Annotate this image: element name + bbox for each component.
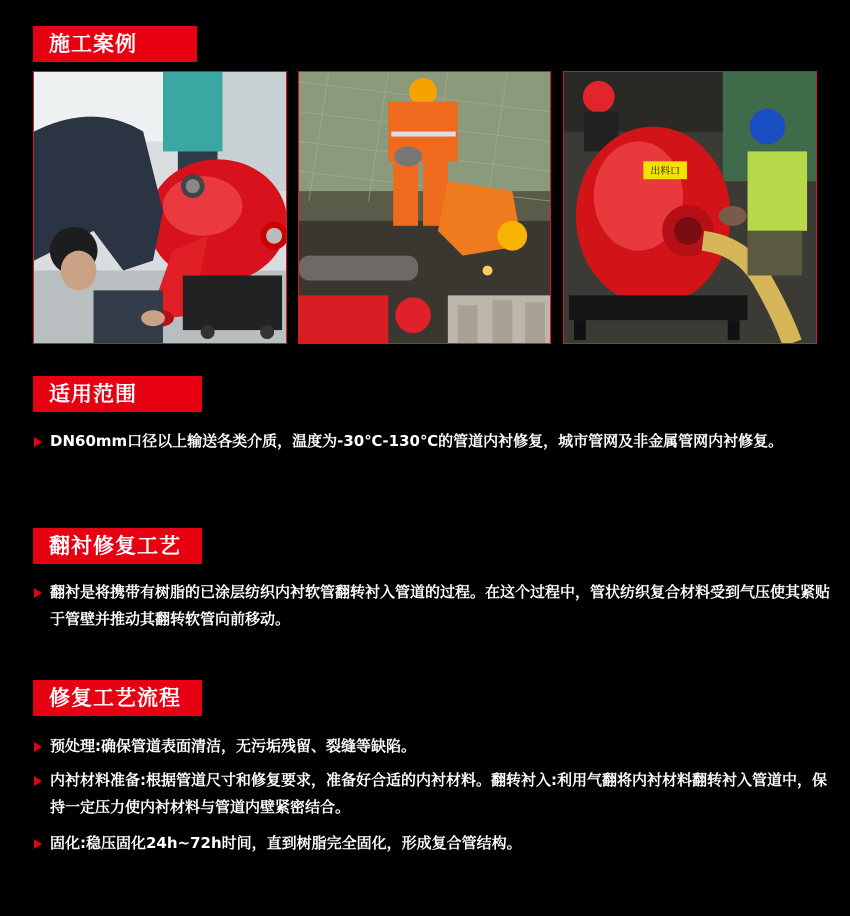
scope-item — [34, 428, 830, 455]
process-item-text: 翻衬是将携带有树脂的已涂层纺织内衬软管翻转衬入管道的过程。在这个过程中，管状纺织复合材料受到气压使其紧贴于管壁并推动其翻转软管向前移动。 — [50, 583, 831, 628]
flow-item-text: 固化:稳压固化24h~72h时间，直到树脂完全固化，形成复合管结构。 — [50, 834, 522, 852]
flow-item-text: 预处理:确保管道表面清洁，无污垢残留、裂缝等缺陷。 — [50, 737, 417, 755]
bullet-arrow-icon — [34, 776, 42, 786]
bullet-arrow-icon — [34, 437, 42, 447]
case-photo-2-image — [299, 72, 550, 343]
bullet-arrow-icon — [34, 742, 42, 752]
flow-item-2 — [34, 767, 830, 821]
bullet-arrow-icon — [34, 588, 42, 598]
section-title-flow: 修复工艺流程 — [33, 680, 202, 716]
section-title-process: 翻衬修复工艺 — [33, 528, 202, 564]
flow-item-text: 内衬材料准备:根据管道尺寸和修复要求，准备好合适的内衬材料。翻转衬入:利用气翻将内衬材料翻转衬入管道中，保持一定压力使内衬材料与管道内壁紧密结合。 — [50, 771, 828, 816]
case-photo-1 — [33, 71, 287, 344]
case-photo-3 — [563, 71, 817, 344]
case-photo-1-image — [34, 72, 286, 343]
tank-outlet-label: 出料口 — [650, 166, 681, 178]
flow-item-3 — [34, 830, 830, 857]
case-photo-3-image — [564, 72, 816, 343]
scope-item-text: DN60mm口径以上输送各类介质，温度为-30℃-130℃的管道内衬修复，城市管网及非金属管网内衬修复。 — [50, 432, 784, 450]
process-item — [34, 579, 830, 633]
section-title-cases: 施工案例 — [33, 26, 197, 62]
section-title-scope: 适用范围 — [33, 376, 202, 412]
case-photo-2 — [298, 71, 551, 344]
bullet-arrow-icon — [34, 839, 42, 849]
flow-item-1 — [34, 733, 830, 760]
